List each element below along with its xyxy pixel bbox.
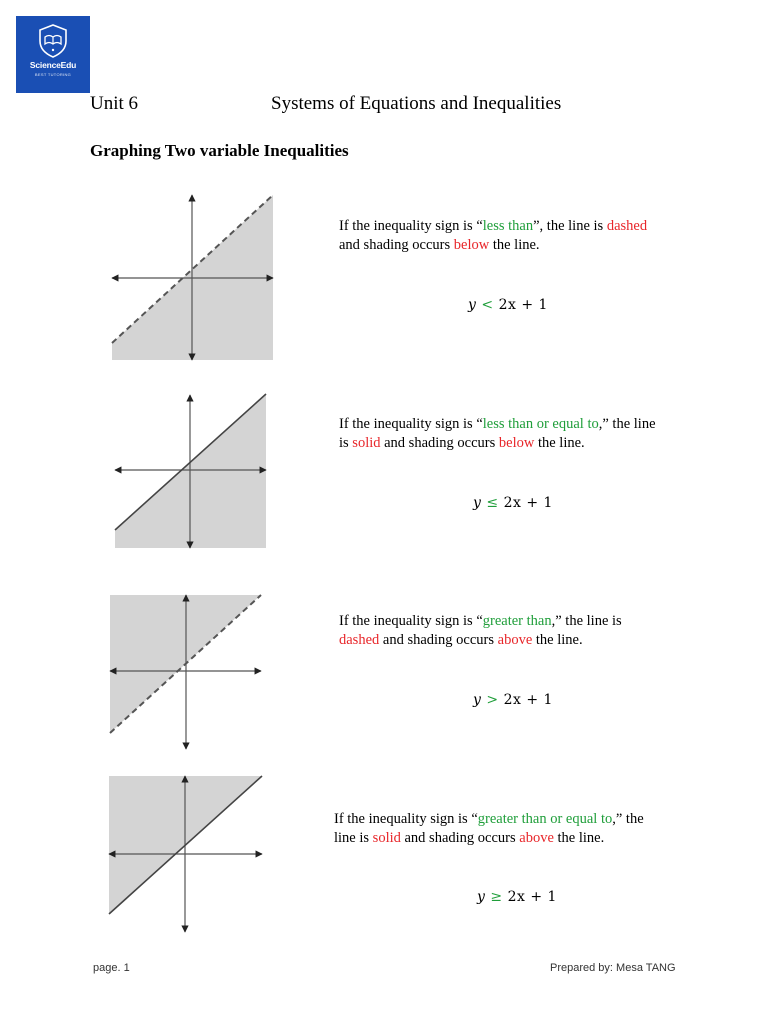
- graph-less-than-or-equal: [113, 393, 269, 551]
- logo-tagline: BEST TUTORING: [34, 72, 72, 77]
- case-4-formula: y ≥ 2x + 1: [477, 889, 557, 905]
- page-number: page. 1: [93, 962, 130, 974]
- graph-greater-than-or-equal: [107, 774, 265, 934]
- case-2-description: If the inequality sign is “less than or equal to,” the line is solid and shading occurs below the line.: [339, 416, 656, 451]
- case-4-description: If the inequality sign is “greater than or equal to,” the line is solid and shading occurs above the line.: [334, 811, 644, 846]
- case-3-description: If the inequality sign is “greater than,” the line is dashed and shading occurs above the line.: [339, 613, 622, 648]
- footer-author: Prepared by: Mesa TANG: [550, 962, 676, 974]
- case-1-description: If the inequality sign is “less than”, the line is dashed and shading occurs below the line.: [339, 218, 648, 253]
- unit-label: Unit 6: [90, 93, 139, 114]
- case-2-formula: y ≤ 2x + 1: [473, 495, 553, 511]
- logo-brand: ScienceEdu: [29, 60, 77, 70]
- logo: [16, 16, 90, 93]
- section-title: Graphing Two variable Inequalities: [90, 141, 349, 160]
- graph-less-than: [110, 193, 276, 363]
- graph-greater-than: [108, 593, 264, 751]
- case-3-formula: y > 2x + 1: [473, 692, 553, 708]
- shield-book-icon: [38, 24, 68, 58]
- case-1-formula: y < 2x + 1: [468, 297, 548, 313]
- unit-title: Systems of Equations and Inequalities: [271, 93, 562, 114]
